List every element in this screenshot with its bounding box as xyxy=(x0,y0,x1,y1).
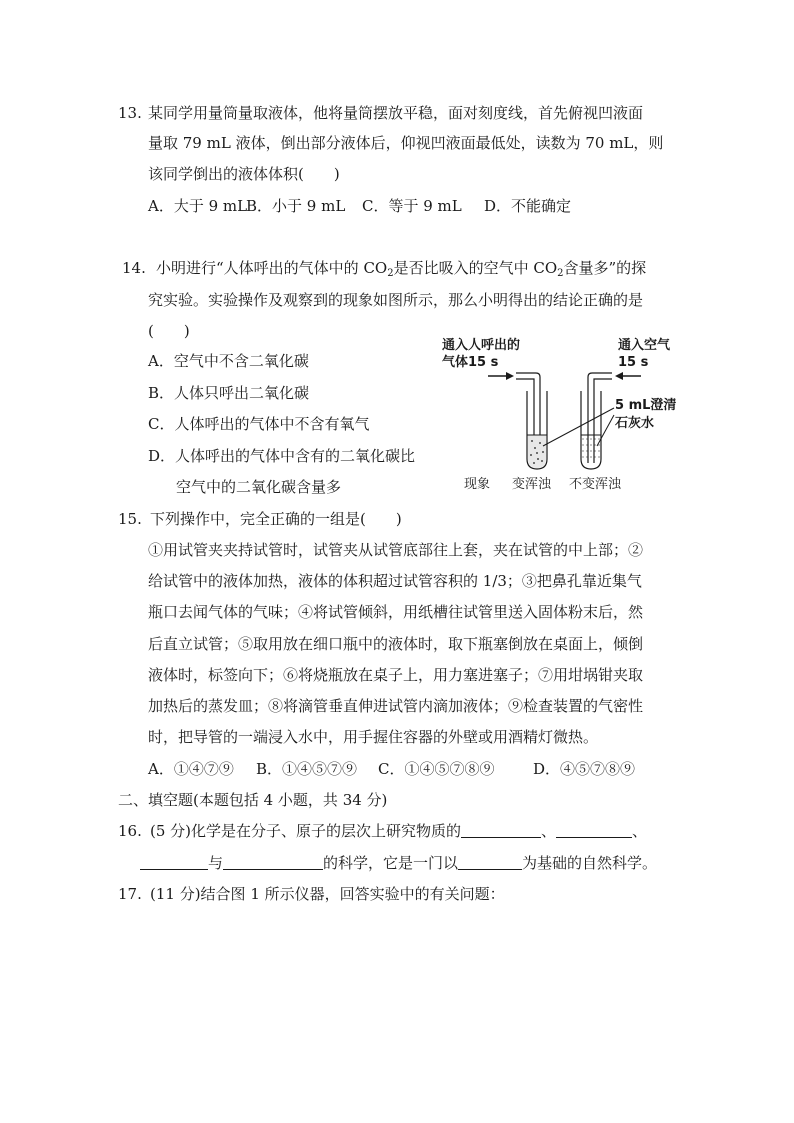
q15-line-7: 时，把导管的一端浸入水中，用手握住容器的外壁或用酒精灯微热。 xyxy=(148,728,599,746)
q15-number: 15. xyxy=(118,510,142,528)
q14-experiment-figure xyxy=(436,335,696,495)
right-test-tube xyxy=(581,391,601,469)
q13-line-3: 该同学倒出的液体体积( ) xyxy=(148,165,340,183)
q14-line-2: 究实验。实验操作及观察到的现象如图所示，那么小明得出的结论正确的是 xyxy=(148,291,644,309)
q16-blank-2[interactable] xyxy=(556,821,632,838)
q13-line-1: 某同学用量筒量取液体，他将量筒摆放平稳，面对刻度线，首先俯视凹液面 xyxy=(148,104,644,122)
q16-number: 16. xyxy=(118,822,142,840)
fig-left-label-2: 气体15 s xyxy=(442,355,499,370)
q14-line-1-sub: 2 xyxy=(387,268,394,279)
q16-line-2-b: 的科学，它是一门以 xyxy=(323,854,459,872)
fig-phenomenon-label: 现象 xyxy=(464,477,491,492)
q16-line-2-c: 为基础的自然科学。 xyxy=(522,854,658,872)
q14-option-c: C．人体呼出的气体中不含有氧气 xyxy=(148,415,370,433)
q14-line-1 xyxy=(156,258,646,278)
q14-option-d-cont: 空气中的二氧化碳含量多 xyxy=(176,478,342,496)
q15-option-b: B．①④⑤⑦⑨ xyxy=(256,760,358,778)
fig-solution-label-2: 石灰水 xyxy=(615,416,655,431)
q16-sep-2: 、 xyxy=(632,822,648,840)
q17-text: (11 分)结合图 1 所示仪器，回答实验中的有关问题： xyxy=(150,885,505,903)
q14-line-1-c: 含量多”的探 xyxy=(563,259,647,277)
q13-line-2: 量取 79 mL 液体，倒出部分液体后，仰视凹液面最低处，读数为 70 mL，则 xyxy=(148,134,664,152)
q16-line-1 xyxy=(150,821,647,841)
q15-option-c: C．①④⑤⑦⑧⑨ xyxy=(378,760,495,778)
fig-right-label-2: 15 s xyxy=(618,355,649,370)
fig-right-result: 不变浑浊 xyxy=(569,477,622,492)
q13-option-a: A．大于 9 mL xyxy=(148,197,248,215)
section-2-title: 二、填空题(本题包括 4 小题，共 34 分) xyxy=(118,791,388,809)
q15-line-2: 给试管中的液体加热，液体的体积超过试管容积的 1/3；③把鼻孔靠近集气 xyxy=(148,572,642,590)
q14-number: 14. xyxy=(122,259,146,277)
q14-line-1-sub2: 2 xyxy=(557,268,564,279)
q15-option-a: A．①④⑦⑨ xyxy=(148,760,234,778)
q16-blank-3[interactable] xyxy=(140,853,208,870)
q15-option-d: D．④⑤⑦⑧⑨ xyxy=(533,760,636,778)
q16-line-2-a: 与 xyxy=(208,854,224,872)
q15-line-4: 后直立试管；⑤取用放在细口瓶中的液体时，取下瓶塞倒放在桌面上，倾倒 xyxy=(148,635,644,653)
q14-option-d: D．人体呼出的气体中含有的二氧化碳比 xyxy=(148,447,416,465)
left-arrow-icon xyxy=(488,372,514,380)
q16-blank-5[interactable] xyxy=(458,853,522,870)
fig-left-result: 变浑浊 xyxy=(512,477,552,492)
q16-blank-1[interactable] xyxy=(461,821,541,838)
q16-sep-1: 、 xyxy=(541,822,557,840)
fig-left-label-1: 通入人呼出的 xyxy=(442,338,521,353)
q16-blank-4[interactable] xyxy=(223,853,323,870)
q15-line-6: 加热后的蒸发皿；⑧将滴管垂直伸进试管内滴加液体；⑨检查装置的气密性 xyxy=(148,697,644,715)
solution-pointer-lines xyxy=(543,408,614,446)
fig-right-label-1: 通入空气 xyxy=(618,338,671,353)
q14-line-1-a: 小明进行“人体呼出的气体中的 CO xyxy=(156,259,388,277)
q13-option-b: B．小于 9 mL xyxy=(246,197,346,215)
fig-solution-label-1: 5 mL澄清 xyxy=(615,398,677,413)
q14-option-a: A．空气中不含二氧化碳 xyxy=(148,352,309,370)
q13-option-c: C．等于 9 mL xyxy=(362,197,462,215)
q16-line-1-text: (5 分)化学是在分子、原子的层次上研究物质的 xyxy=(150,822,462,840)
q14-line-3: ( ) xyxy=(148,322,190,340)
q16-line-2 xyxy=(140,853,657,873)
right-arrow-icon xyxy=(615,372,641,380)
q14-option-b: B．人体只呼出二氧化碳 xyxy=(148,384,310,402)
q15-line-1: ①用试管夹夹持试管时，试管夹从试管底部往上套，夹在试管的中上部；② xyxy=(148,541,644,559)
left-test-tube xyxy=(527,391,547,469)
q15-line-3: 瓶口去闻气体的气味；④将试管倾斜，用纸槽往试管里送入固体粉末后，然 xyxy=(148,603,644,621)
q15-line-5: 液体时，标签向下；⑥将烧瓶放在桌子上，用力塞进塞子；⑦用坩埚钳夹取 xyxy=(148,666,644,684)
q17-number: 17. xyxy=(118,885,142,903)
q15-stem: 下列操作中，完全正确的一组是( ) xyxy=(150,510,402,528)
q14-line-1-b: 是否比吸入的空气中 CO xyxy=(393,259,558,277)
right-delivery-tube xyxy=(588,373,612,463)
q13-number: 13. xyxy=(118,104,142,122)
q13-option-d: D．不能确定 xyxy=(484,197,572,215)
